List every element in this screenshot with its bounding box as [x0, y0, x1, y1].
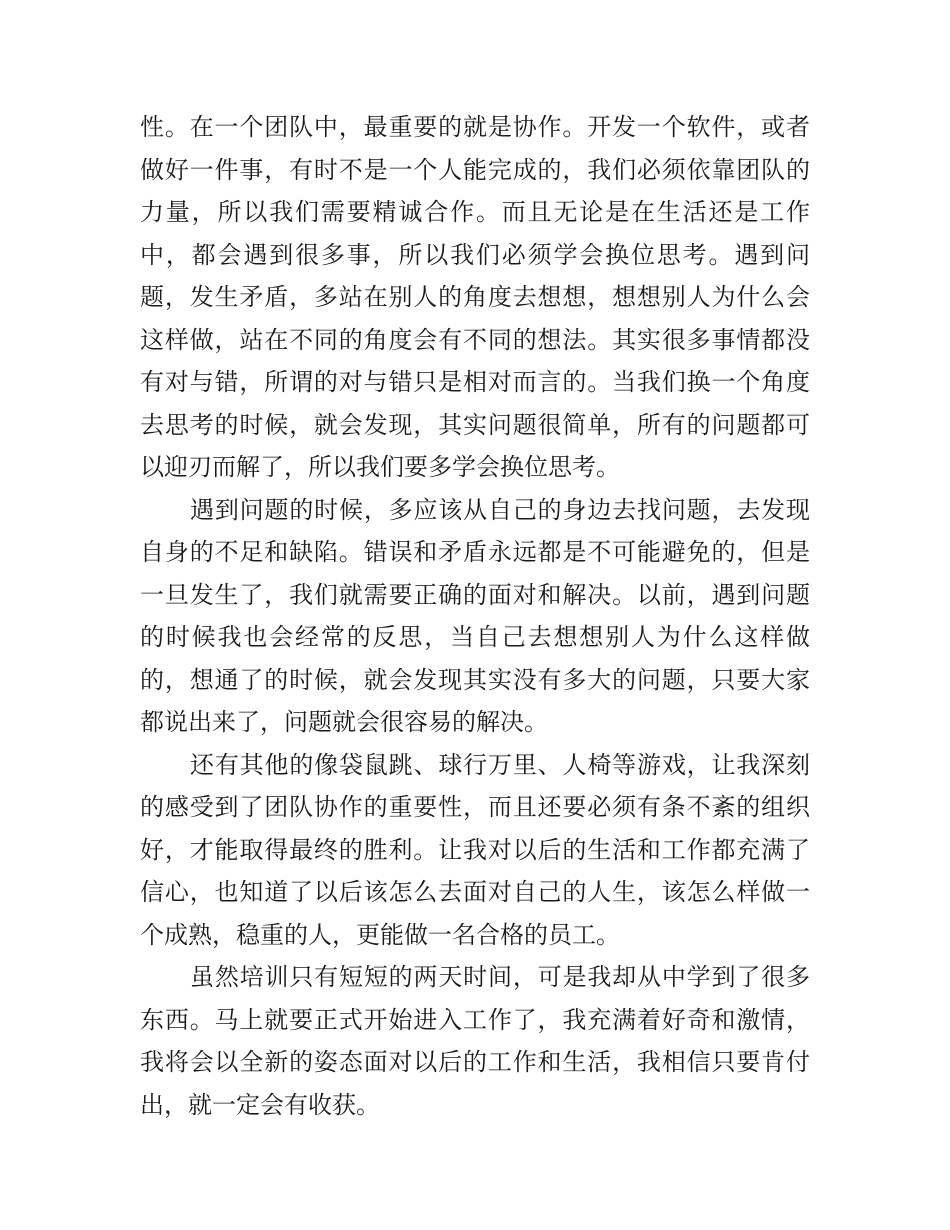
paragraph-1 — [140, 106, 810, 489]
text-line: 题，发生矛盾，多站在别人的角度去想想，想想别人为什么会 — [140, 283, 810, 311]
text-line: 都说出来了，问题就会很容易的解决。 — [140, 708, 548, 736]
paragraph-2 — [140, 489, 810, 744]
text-line: 中，都会遇到很多事，所以我们必须学会换位思考。遇到问 — [140, 240, 810, 269]
text-line: 自身的不足和缺陷。错误和矛盾永远都是不可能避免的，但是 — [140, 538, 810, 566]
text-line: 的感受到了团队协作的重要性，而且还要必须有条不紊的组织 — [140, 793, 810, 821]
text-line: 出，就一定会有收获。 — [140, 1090, 380, 1119]
text-line: 去思考的时候，就会发现，其实问题很简单，所有的问题都可 — [140, 410, 810, 439]
paragraph-4 — [140, 956, 810, 1126]
document-body — [140, 106, 810, 1126]
text-line: 还有其他的像袋鼠跳、球行万里、人椅等游戏，让我深刻 — [190, 750, 810, 779]
text-line: 一旦发生了，我们就需要正确的面对和解决。以前，遇到问题 — [140, 580, 810, 609]
text-line: 虽然培训只有短短的两天时间，可是我却从中学到了很多 — [190, 963, 810, 991]
paragraph-3 — [140, 744, 810, 957]
text-line: 信心，也知道了以后该怎么去面对自己的人生，该怎么样做一 — [140, 878, 810, 906]
text-line: 性。在一个团队中，最重要的就是协作。开发一个软件，或者 — [140, 113, 810, 141]
text-line: 的时候我也会经常的反思，当自己去想想别人为什么这样做 — [140, 623, 810, 651]
text-line: 我将会以全新的姿态面对以后的工作和生活，我相信只要肯付 — [140, 1048, 810, 1076]
text-line: 东西。马上就要正式开始进入工作了，我充满着好奇和激情， — [140, 1005, 810, 1034]
text-line: 做好一件事，有时不是一个人能完成的，我们必须依靠团队的 — [140, 155, 810, 184]
text-line: 遇到问题的时候，多应该从自己的身边去找问题，去发现 — [190, 495, 810, 524]
text-line: 力量，所以我们需要精诚合作。而且无论是在生活还是工作 — [140, 198, 810, 226]
text-line: 个成熟，稳重的人，更能做一名合格的员工。 — [140, 920, 620, 949]
text-line: 以迎刃而解了，所以我们要多学会换位思考。 — [140, 453, 620, 481]
text-line: 有对与错，所谓的对与错只是相对而言的。当我们换一个角度 — [140, 368, 810, 396]
text-line: 好，才能取得最终的胜利。让我对以后的生活和工作都充满了 — [140, 835, 810, 864]
text-line: 这样做，站在不同的角度会有不同的想法。其实很多事情都没 — [140, 325, 810, 354]
text-line: 的，想通了的时候，就会发现其实没有多大的问题，只要大家 — [140, 665, 810, 694]
